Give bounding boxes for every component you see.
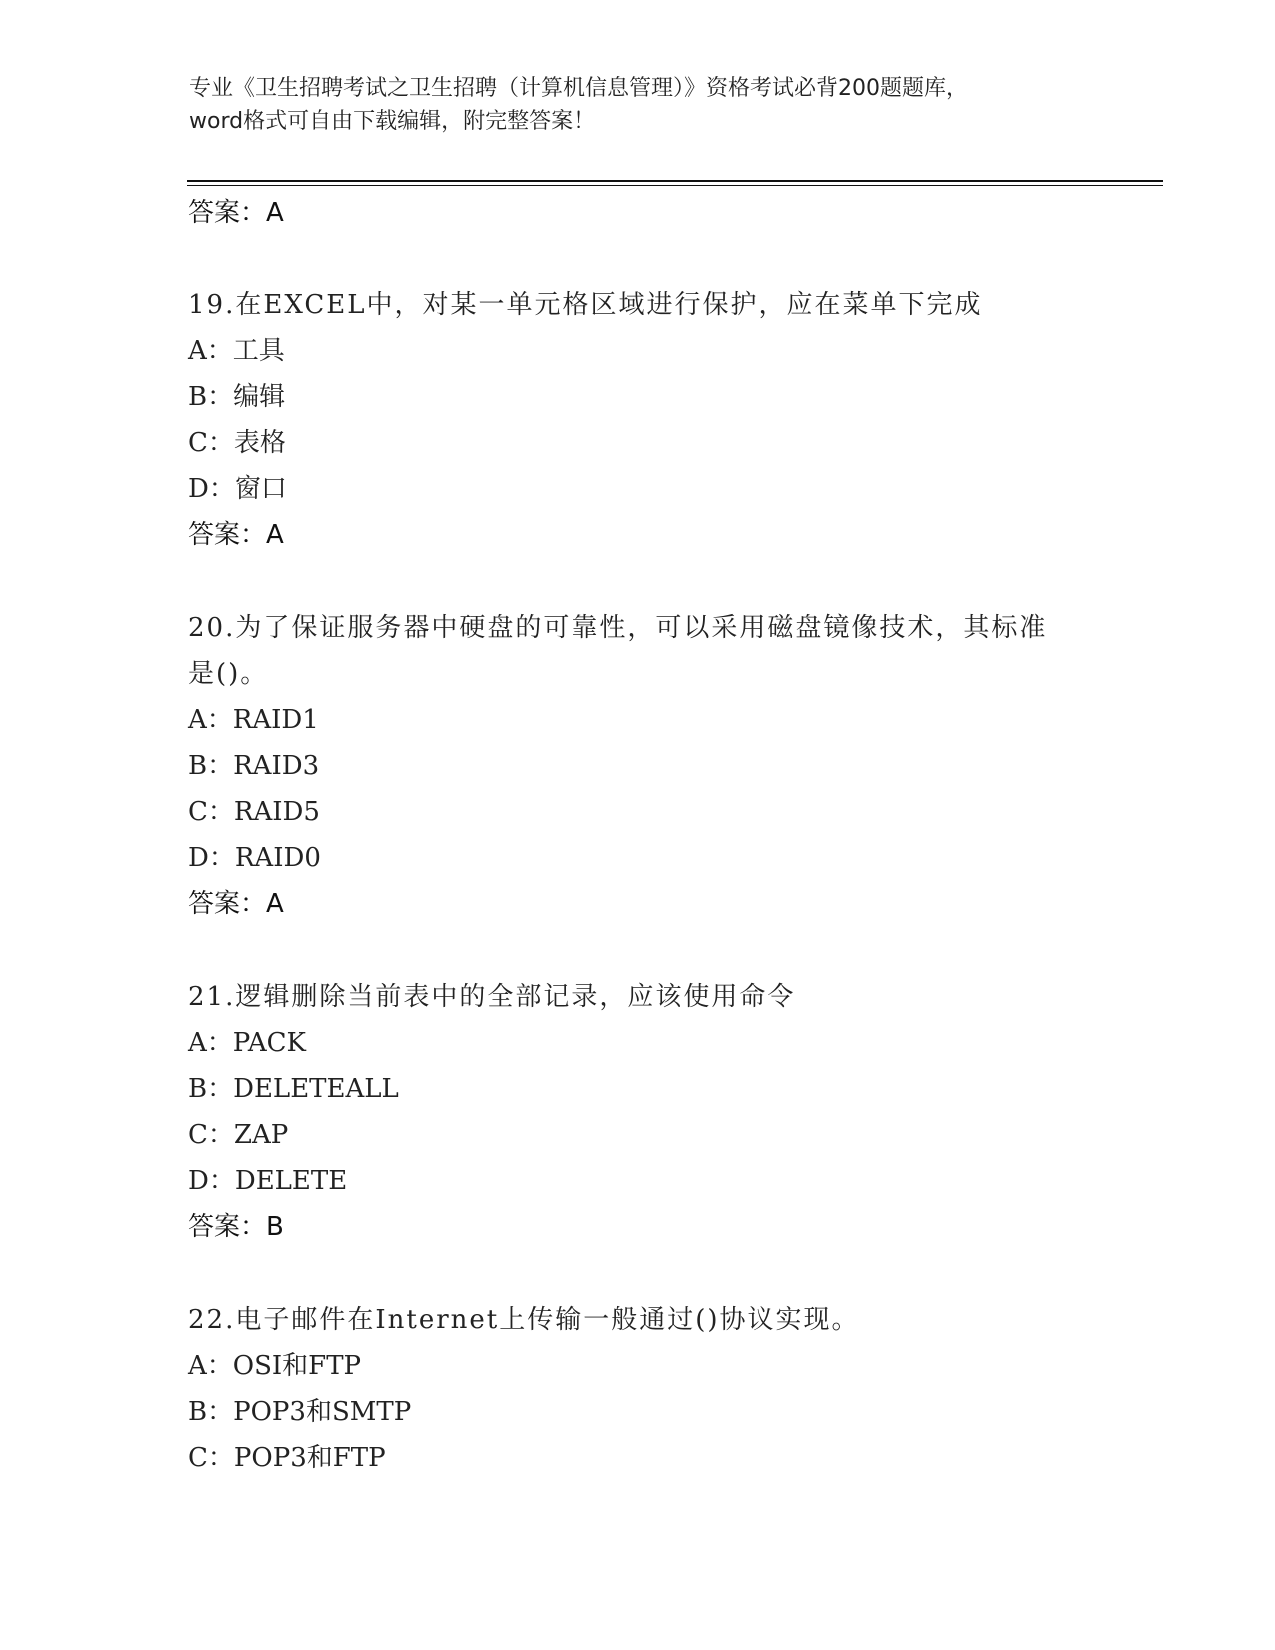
answer-label: 答案：A	[188, 198, 284, 228]
question-text: 22.电子邮件在Internet上传输一般通过()协议实现。	[188, 1305, 860, 1335]
option-b: B：DELETEALL	[188, 1074, 399, 1104]
content-area	[188, 190, 1148, 1481]
option-a: A：工具	[188, 336, 285, 366]
option-a: A：OSI和FTP	[188, 1351, 362, 1381]
question-block	[188, 282, 1148, 558]
question-block	[188, 605, 1148, 927]
question-text: 20.为了保证服务器中硬盘的可靠性，可以采用磁盘镜像技术，其标准是()。	[188, 613, 1048, 689]
question-text: 19.在EXCEL中，对某一单元格区域进行保护，应在菜单下完成	[188, 290, 983, 320]
answer-label: 答案：A	[188, 520, 284, 550]
spacer	[188, 236, 1148, 282]
question-block	[188, 1297, 1148, 1481]
spacer	[188, 1250, 1148, 1297]
option-c: C：POP3和FTP	[188, 1443, 386, 1473]
option-d: D：RAID0	[188, 843, 321, 873]
option-c: C：表格	[188, 428, 286, 458]
spacer	[188, 558, 1148, 605]
option-c: C：RAID5	[188, 797, 320, 827]
option-d: D：窗口	[188, 474, 287, 504]
option-b: B：RAID3	[188, 751, 320, 781]
option-a: A：RAID1	[188, 705, 319, 735]
question-text: 21.逻辑删除当前表中的全部记录，应该使用命令	[188, 982, 796, 1012]
header-line-1: 专业《卫生招聘考试之卫生招聘（计算机信息管理）》资格考试必背200题题库，	[189, 76, 968, 101]
answer-label: 答案：A	[188, 889, 284, 919]
option-a: A：PACK	[188, 1028, 306, 1058]
option-c: C：ZAP	[188, 1120, 289, 1150]
header-rule-thin	[187, 185, 1163, 186]
question-block	[188, 974, 1148, 1250]
spacer	[188, 927, 1148, 974]
option-b: B：POP3和SMTP	[188, 1397, 412, 1427]
option-d: D：DELETE	[188, 1166, 348, 1196]
header-rule-thick	[187, 180, 1163, 182]
page-header	[189, 72, 1089, 138]
answer-label: 答案：B	[188, 1212, 284, 1242]
header-line-2: word格式可自由下载编辑，附完整答案！	[189, 109, 596, 134]
option-b: B：编辑	[188, 382, 286, 412]
